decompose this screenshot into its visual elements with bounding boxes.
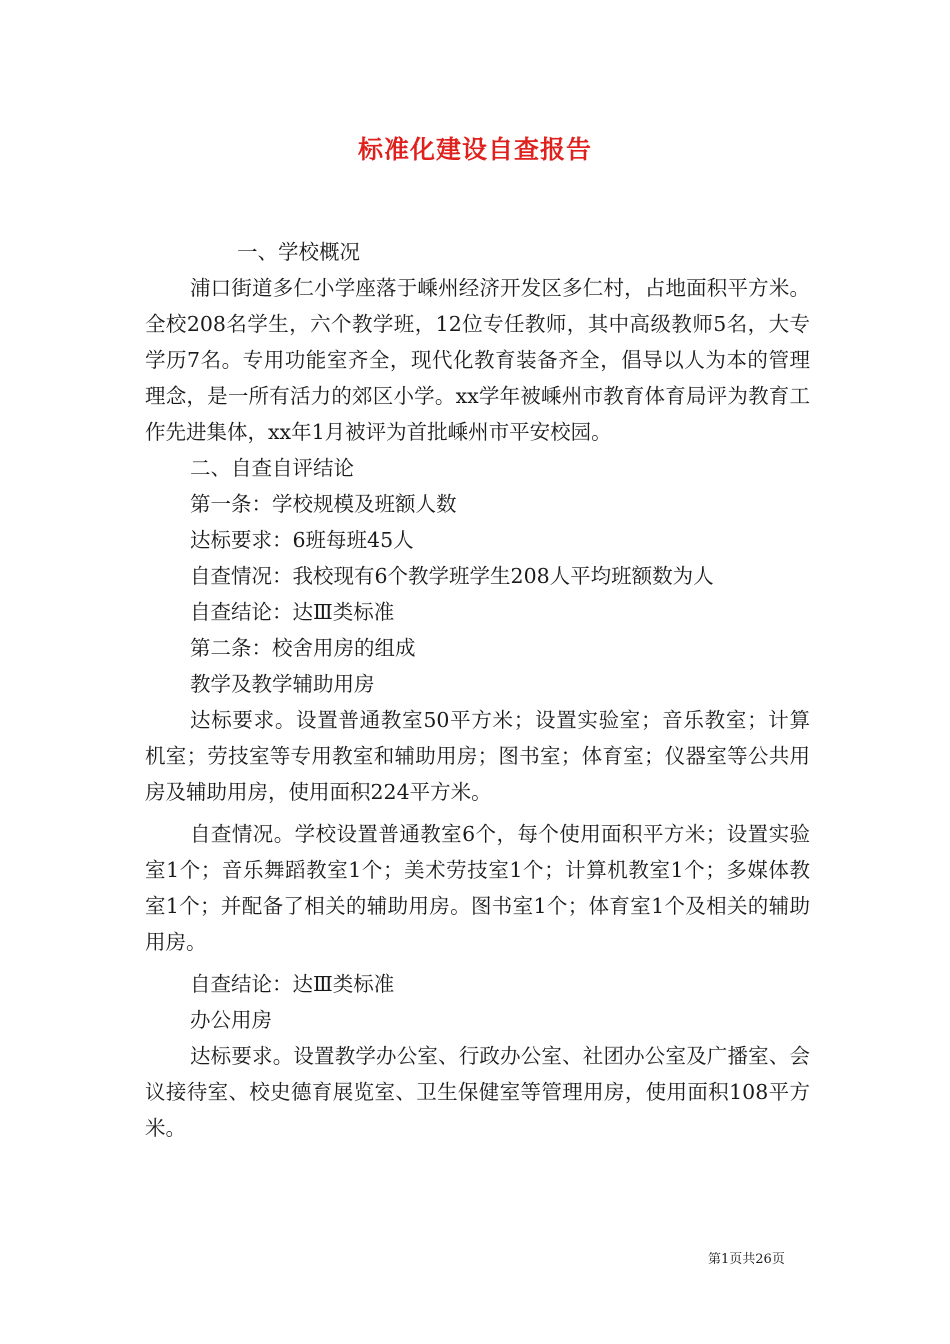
section-heading-conclusion: 二、自查自评结论 (190, 456, 354, 480)
subheading-teaching-rooms: 教学及教学辅助用房 (190, 672, 375, 696)
paragraph-result-1: 自查结论：达Ⅲ类标准 (190, 600, 395, 624)
paragraph-situation-1: 自查情况：我校现有6个教学班学生208人平均班额数为人 (190, 564, 714, 588)
paragraph-overview: 浦口街道多仁小学座落于嵊州经济开发区多仁村，占地面积平方米。全校208名学生，六个教学班，12位专任教师，其中高级教师5名，大专学历7名。专用功能室齐全，现代化教育装备齐全，倡导以人为本的管理理念，是一所有活力的郊区小学。xx学年被嵊州市教育体育局评为教育工作先进集体，xx年1月被评为首批嵊州市平安校园。 (145, 276, 810, 444)
paragraph-requirement-1: 达标要求：6班每班45人 (190, 528, 414, 552)
article-1-heading: 第一条：学校规模及班额人数 (190, 492, 457, 516)
subheading-office-rooms: 办公用房 (190, 1008, 272, 1032)
paragraph-situation-2: 自查情况。学校设置普通教室6个，每个使用面积平方米；设置实验室1个；音乐舞蹈教室1个；美术劳技室1个；计算机教室1个；多媒体教室1个；并配备了相关的辅助用房。图书室1个；体育室1个及相关的辅助用房。 (145, 822, 810, 954)
paragraph-requirement-3: 达标要求。设置教学办公室、行政办公室、社团办公室及广播室、会议接待室、校史德育展览室、卫生保健室等管理用房，使用面积108平方米。 (145, 1044, 810, 1140)
page-number: 第1页共26页 (708, 1252, 785, 1267)
article-2-heading: 第二条：校舍用房的组成 (190, 636, 416, 660)
paragraph-result-2: 自查结论：达Ⅲ类标准 (190, 972, 395, 996)
section-heading-overview: 一、学校概况 (237, 240, 360, 264)
document-title: 标准化建设自查报告 (357, 135, 592, 164)
paragraph-requirement-2: 达标要求。设置普通教室50平方米；设置实验室；音乐教室；计算机室；劳技室等专用教室和辅助用房；图书室；体育室；仪器室等公共用房及辅助用房，使用面积224平方米。 (145, 708, 810, 804)
document-body (145, 234, 810, 1146)
